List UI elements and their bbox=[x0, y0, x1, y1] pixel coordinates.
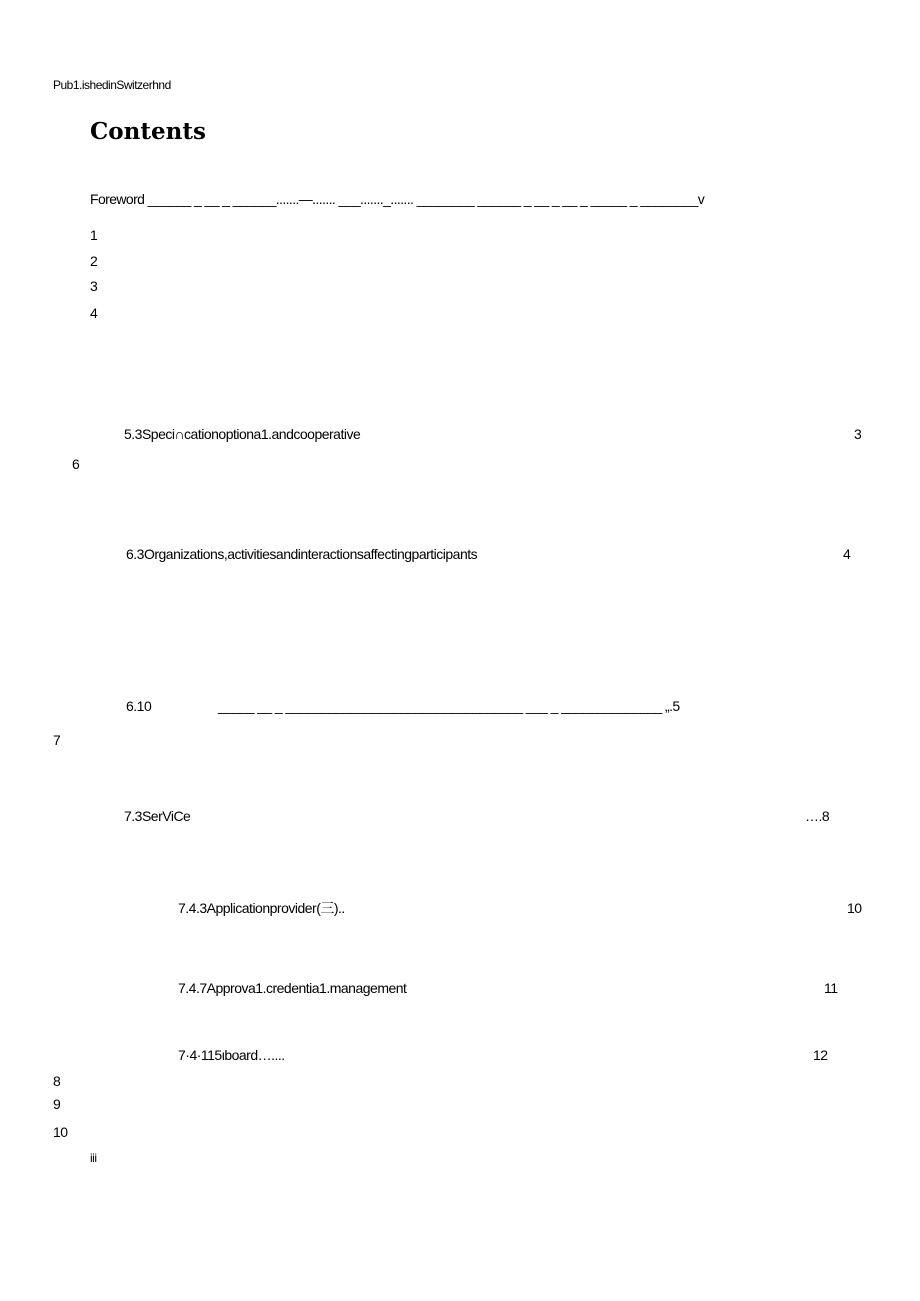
toc-entry-7-4-11-page: 12 bbox=[813, 1047, 828, 1063]
toc-entry-7-4-3-label[interactable]: 7.4.3Applicationprovider(三).. bbox=[178, 900, 345, 916]
toc-entry-2-number[interactable]: 2 bbox=[90, 253, 98, 269]
toc-entry-7-4-7-label[interactable]: 7.4.7Approva1.credentia1.management bbox=[178, 980, 407, 996]
toc-entry-4-number[interactable]: 4 bbox=[90, 305, 98, 321]
published-notice: Pub1.ishedinSwitzerhnd bbox=[53, 78, 171, 92]
toc-entry-8-number[interactable]: 8 bbox=[53, 1073, 61, 1089]
toc-entry-7-3-page: ….8 bbox=[805, 808, 830, 824]
toc-entry-foreword[interactable]: Foreword ______ _ __ _ ______.......—....... ___......._....... ________ ______ _ __ _ __ _ _____ _ ________v bbox=[90, 191, 705, 207]
toc-entry-6-10-leader: _____ __ _ _________________________________ ___ _ ______________ „.5 bbox=[218, 698, 680, 714]
page-number: iii bbox=[90, 1151, 97, 1165]
toc-entry-7-number[interactable]: 7 bbox=[53, 732, 61, 748]
toc-entry-7-3-label[interactable]: 7.3SerViCe bbox=[124, 808, 191, 824]
toc-entry-7-4-3-page: 10 bbox=[847, 900, 862, 916]
toc-entry-5-3-page: 3 bbox=[854, 426, 862, 442]
toc-entry-6-number[interactable]: 6 bbox=[72, 456, 80, 472]
toc-entry-7-4-11-label[interactable]: 7·4·115ιboard….... bbox=[178, 1047, 285, 1063]
toc-entry-3-number[interactable]: 3 bbox=[90, 278, 98, 294]
toc-entry-9-number[interactable]: 9 bbox=[53, 1096, 61, 1112]
toc-entry-7-4-7-page: 11 bbox=[824, 980, 838, 996]
contents-title: Contents bbox=[90, 118, 206, 145]
toc-entry-6-10-label[interactable]: 6.10 bbox=[126, 698, 152, 714]
toc-entry-6-3-label[interactable]: 6.3Organizations,activitiesandinteractionsaffectingparticipants bbox=[126, 546, 478, 562]
toc-entry-6-3-page: 4 bbox=[843, 546, 851, 562]
toc-entry-1-number[interactable]: 1 bbox=[90, 227, 98, 243]
toc-entry-10-number[interactable]: 10 bbox=[53, 1124, 68, 1140]
toc-entry-5-3-label[interactable]: 5.3Speci∩cationoptiona1.andcooperative bbox=[124, 426, 361, 442]
